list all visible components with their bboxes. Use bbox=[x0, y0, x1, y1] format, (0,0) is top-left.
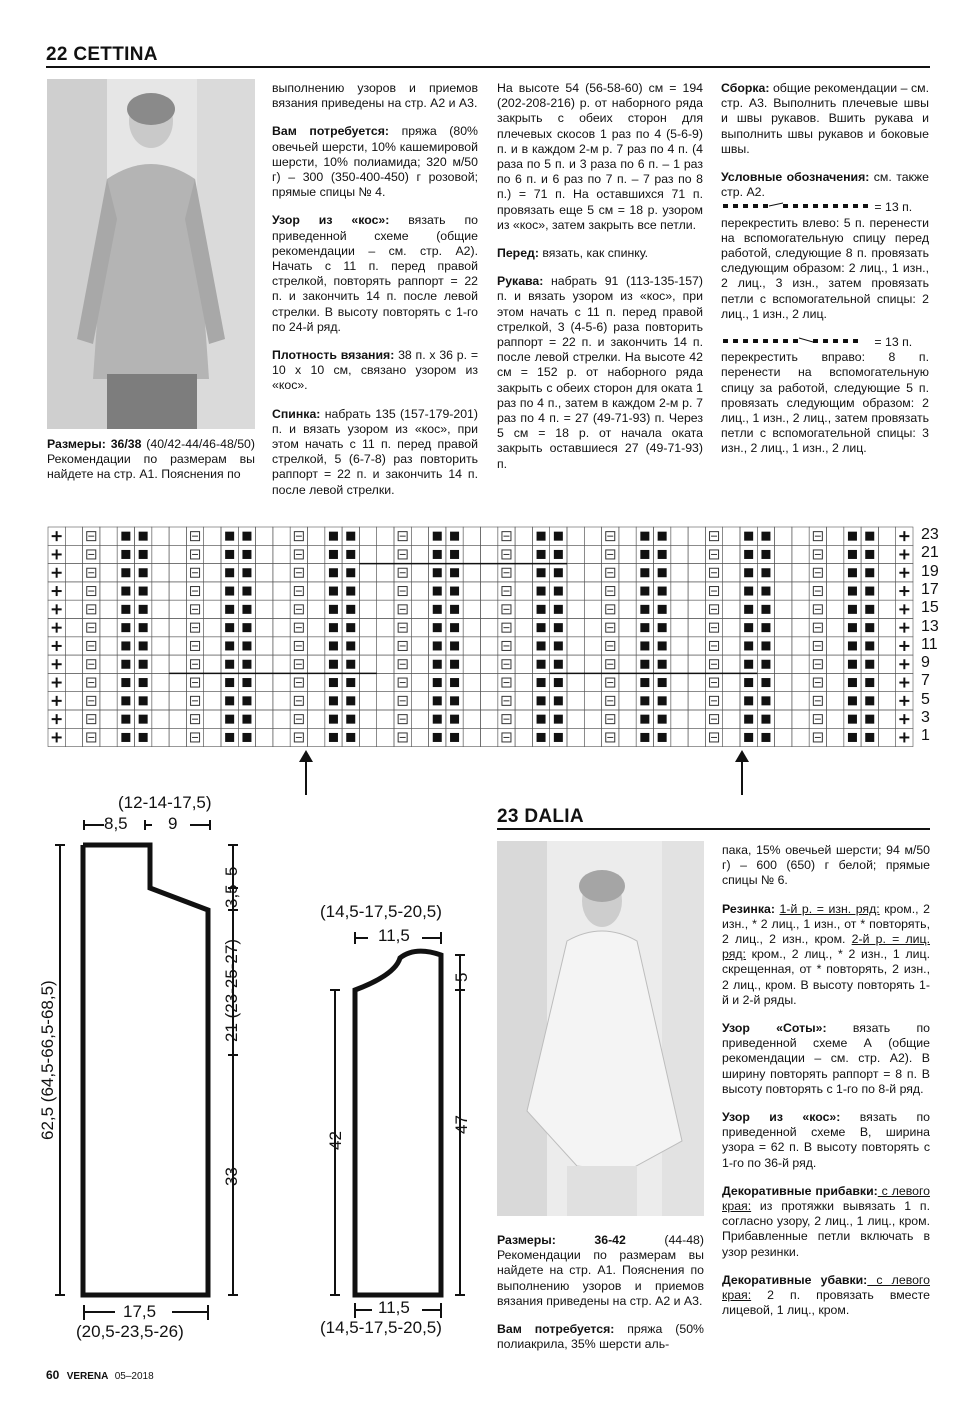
sizes-23-paragraph: Размеры: 36-42 (44-48) Рекомендации по размерам вы найдете на стр. А1. Пояснения по выполнению узоров и приемов вязания приведены на стр. А2 и А3. bbox=[497, 1233, 704, 1308]
decreases-paragraph: Декоративные убавки: с левого края: 2 п. провязать вместе лицевой, 1 лиц., кром. bbox=[722, 1272, 930, 1318]
cable-pattern-paragraph: Узор из «кос»: вязать по приведенной схеме (общие рекомендации – см. стр. А2). Начать с 11 п. перед правой стрелкой, повторять раппорт = 22 п. и закончить 14 п. после левой стрелки. В высоту повторять с 1-го по 24-й ряд. bbox=[272, 213, 478, 334]
section-22-title: 22 CETTINA bbox=[46, 44, 158, 65]
chart-row-number: 23 bbox=[921, 526, 939, 543]
brand: VERENA bbox=[66, 1371, 109, 1382]
back-top-left: 8,5 bbox=[104, 814, 128, 833]
cross-left-text: перекрестить влево: 5 п. перенести на вспомогательную спицу перед работой, следующие 8 п. провязать следующим образом: 2 лиц., 1 изн., 2 лиц., 3 изн., затем провязать петли с вспомогательной спицы: 2 лиц., 1 изн., 2 лиц. bbox=[721, 215, 929, 321]
page-number: 60 bbox=[46, 1368, 60, 1382]
section-22-sizes bbox=[47, 437, 255, 483]
sleeve-top: 11,5 bbox=[378, 926, 410, 945]
sleeve-bottom: 11,5 bbox=[378, 1298, 410, 1317]
sleeve-left-mid: 42 bbox=[326, 1131, 345, 1150]
cross-right-symbol-icon bbox=[721, 336, 871, 346]
arrow-up-icon bbox=[294, 750, 318, 796]
section-23-column-left bbox=[497, 1233, 704, 1365]
section-23-title: 23 DALIA bbox=[497, 806, 584, 827]
chart-row-number: 19 bbox=[921, 562, 939, 580]
back-top-right: 9 bbox=[168, 814, 178, 833]
back-right-mid: 21 (23-25-27) bbox=[222, 938, 241, 1042]
cross-right-text: перекрестить вправо: 8 п. перенести на вспомогательную спицу за работой, следующие 5 п. провязать следующим образом: 2 лиц., 1 изн., 2 лиц., затем провязать петли с вспомогательной спицы: 3 изн., 2 лиц., 1 изн., 2 лиц. bbox=[721, 350, 929, 456]
rib-paragraph: Резинка: 1-й р. = изн. ряд: кром., 2 изн., * 2 лиц., 1 изн., от * повторять, 2 лиц., 2 изн., кром. 2-й р. = лиц. ряд: кром., 2 лиц., * 2 изн., 1 лиц. скрещенная, от * повторять, 2 изн., 2 лиц., кром. В высоту повторять 1-й и 2-й ряды. bbox=[722, 901, 930, 1007]
back-height-total: 62,5 (64,5-66,5-68,5) bbox=[38, 980, 57, 1140]
cable-23-paragraph: Узор из «кос»: вязать по приведенной схеме В, ширина узора = 62 п. В высоту повторять с 1-го по 36-й ряд. bbox=[722, 1110, 930, 1170]
schema-sleeve bbox=[310, 900, 490, 1350]
shoulder-paragraph: На высоте 54 (56-58-60) см = 194 (202-208-216) р. от наборного ряда закрыть с обеих сторон для плечевых скосов 1 раз по 4 (5-6-9) п. и в каждом 2-м р. 7 раз по 4 п. (4 раза по 5 п. и 3 раза по 6 п. – 1 раз по 6 п. и 6 раз по 7 п. – 7 раз по 8 п.) = 71 п. На оставшихся 71 п. провязать еще 5 см = 18 р. узором из «кос», затем закрыть все петли. bbox=[497, 81, 703, 232]
photo-woman-poncho bbox=[497, 841, 704, 1216]
chart-row-number: 1 bbox=[921, 727, 930, 745]
chart-row-number: 9 bbox=[921, 654, 930, 672]
knitting-chart-grid bbox=[46, 525, 916, 747]
intro-text: выполнению узоров и приемов вязания приведены на стр. А2 и А3. bbox=[272, 81, 478, 111]
chart-row-number: 11 bbox=[921, 635, 938, 653]
chart-row-number: 3 bbox=[921, 709, 930, 726]
sizes-text: Рекомендации по размерам вы найдете на стр. А1. Пояснения по bbox=[47, 452, 255, 482]
materials-23-cont: пака, 15% овечьей шерсти; 94 м/50 г) – 600 (650) г белой; прямые спицы № 6. bbox=[722, 843, 930, 888]
chart-row-number: 13 bbox=[921, 617, 939, 635]
gauge-paragraph: Плотность вязания: 38 п. х 36 р. = 10 х 10 см, связано узором из «кос». bbox=[272, 348, 478, 393]
back-right-top2: 5 bbox=[222, 866, 241, 876]
schema-back bbox=[40, 790, 290, 1350]
legend-cross-left: = 13 п. bbox=[721, 200, 929, 215]
arrow-up-left bbox=[294, 750, 318, 801]
legend-paragraph: Условные обозначения: см. также стр. А2. bbox=[721, 170, 929, 200]
sizes-label: Размеры: 36/38 bbox=[47, 437, 142, 451]
honeycomb-paragraph: Узор «Соты»: вязать по приведенной схеме А (общие рекомендации – см. стр. А2). В ширину повторять раппорт = 8 п. В высоту повторять с 1-го по 8-й ряд. bbox=[722, 1021, 930, 1096]
back-bottom-alt: (20,5-23,5-26) bbox=[76, 1322, 184, 1341]
increases-paragraph: Декоративные прибавки: с левого края: из протяжки вывязать 1 п. согласно узору, 2 лиц., 1 лиц., кром. Прибавленные петли включать в узор резинки. bbox=[722, 1183, 930, 1259]
materials-paragraph: Вам потребуется: пряжа (80% овечьей шерсти, 10% кашемировой шерсти, 10% полиамида; 320 м/50 г) – 300 (350-400-450) г розовой; прямые спицы № 4. bbox=[272, 124, 478, 200]
footer bbox=[46, 1368, 154, 1382]
issue: 05–2018 bbox=[114, 1371, 154, 1382]
chart-row-number: 17 bbox=[921, 580, 939, 598]
back-top-alt: (12-14-17,5) bbox=[118, 793, 212, 812]
sleeve-top-alt: (14,5-17,5-20,5) bbox=[320, 902, 442, 921]
sizes-alt: (40/42-44/46-48/50) bbox=[141, 437, 255, 451]
back-paragraph: Спинка: набрать 135 (157-179-201) п. и вязать узором из «кос», при этом начать с 11 п. перед правой стрелкой, 5 (6-7-8) раз повторить раппорт = 22 п. и закончить 14 п. после левой стрелки. bbox=[272, 406, 478, 497]
chart-row-number: 5 bbox=[921, 690, 930, 708]
materials-23-paragraph: Вам потребуется: пряжа (50% полиакрила, 35% шерсти аль- bbox=[497, 1322, 704, 1352]
chart-row-number: 15 bbox=[921, 599, 939, 617]
back-right-bottom: 33 bbox=[222, 1167, 241, 1186]
arrow-up-icon bbox=[730, 750, 754, 796]
section-22-column-2 bbox=[272, 81, 478, 511]
chart-row-number: 21 bbox=[921, 544, 939, 562]
photo-woman-sweater bbox=[47, 79, 255, 429]
knitting-chart bbox=[46, 525, 970, 745]
section-22-rule bbox=[46, 66, 930, 68]
section-22-column-3 bbox=[497, 81, 703, 485]
arrow-up-right bbox=[730, 750, 754, 801]
back-bottom: 17,5 bbox=[123, 1302, 157, 1321]
sleeve-right-mid: 47 bbox=[452, 1115, 471, 1134]
sleeve-right-top: 5 bbox=[452, 972, 471, 982]
legend-cross-right: = 13 п. bbox=[721, 335, 929, 350]
schema-back-outline bbox=[40, 790, 290, 1350]
section-23-column-right bbox=[722, 843, 930, 1331]
front-paragraph: Перед: вязать, как спинку. bbox=[497, 246, 649, 261]
chart-row-number: 7 bbox=[921, 672, 930, 690]
cross-left-symbol-icon bbox=[721, 201, 871, 211]
assembly-paragraph: Сборка: общие рекомендации – см. стр. А3. Выполнить плечевые швы и швы рукавов. Вшить рукава и выполнить швы рукавов и боковые швы. bbox=[721, 81, 929, 156]
sleeve-bottom-alt: (14,5-17,5-20,5) bbox=[320, 1318, 442, 1337]
section-22-column-4 bbox=[721, 81, 929, 470]
back-right-top: 3,5 bbox=[222, 884, 241, 908]
sleeve-paragraph: Рукава: набрать 91 (113-135-157) п. и вязать узором из «кос», при этом начать с 11 п. перед правой стрелкой, 3 (4-5-6) раза повторить раппорт = 22 п. и закончить 14 п. после левой стрелки. На высоте 42 см = 152 р. от наборного ряда закрыть с обеих сторон для оката 1 раз по 4 п., затем в каждом 2-м р. 7 раз по 4 п. = 27 (49-71-93) п. Через 5 см = 18 р. от начала оката закрыть оставшиеся 27 (49-71-93) п. bbox=[497, 274, 703, 471]
section-23-rule bbox=[497, 828, 930, 830]
